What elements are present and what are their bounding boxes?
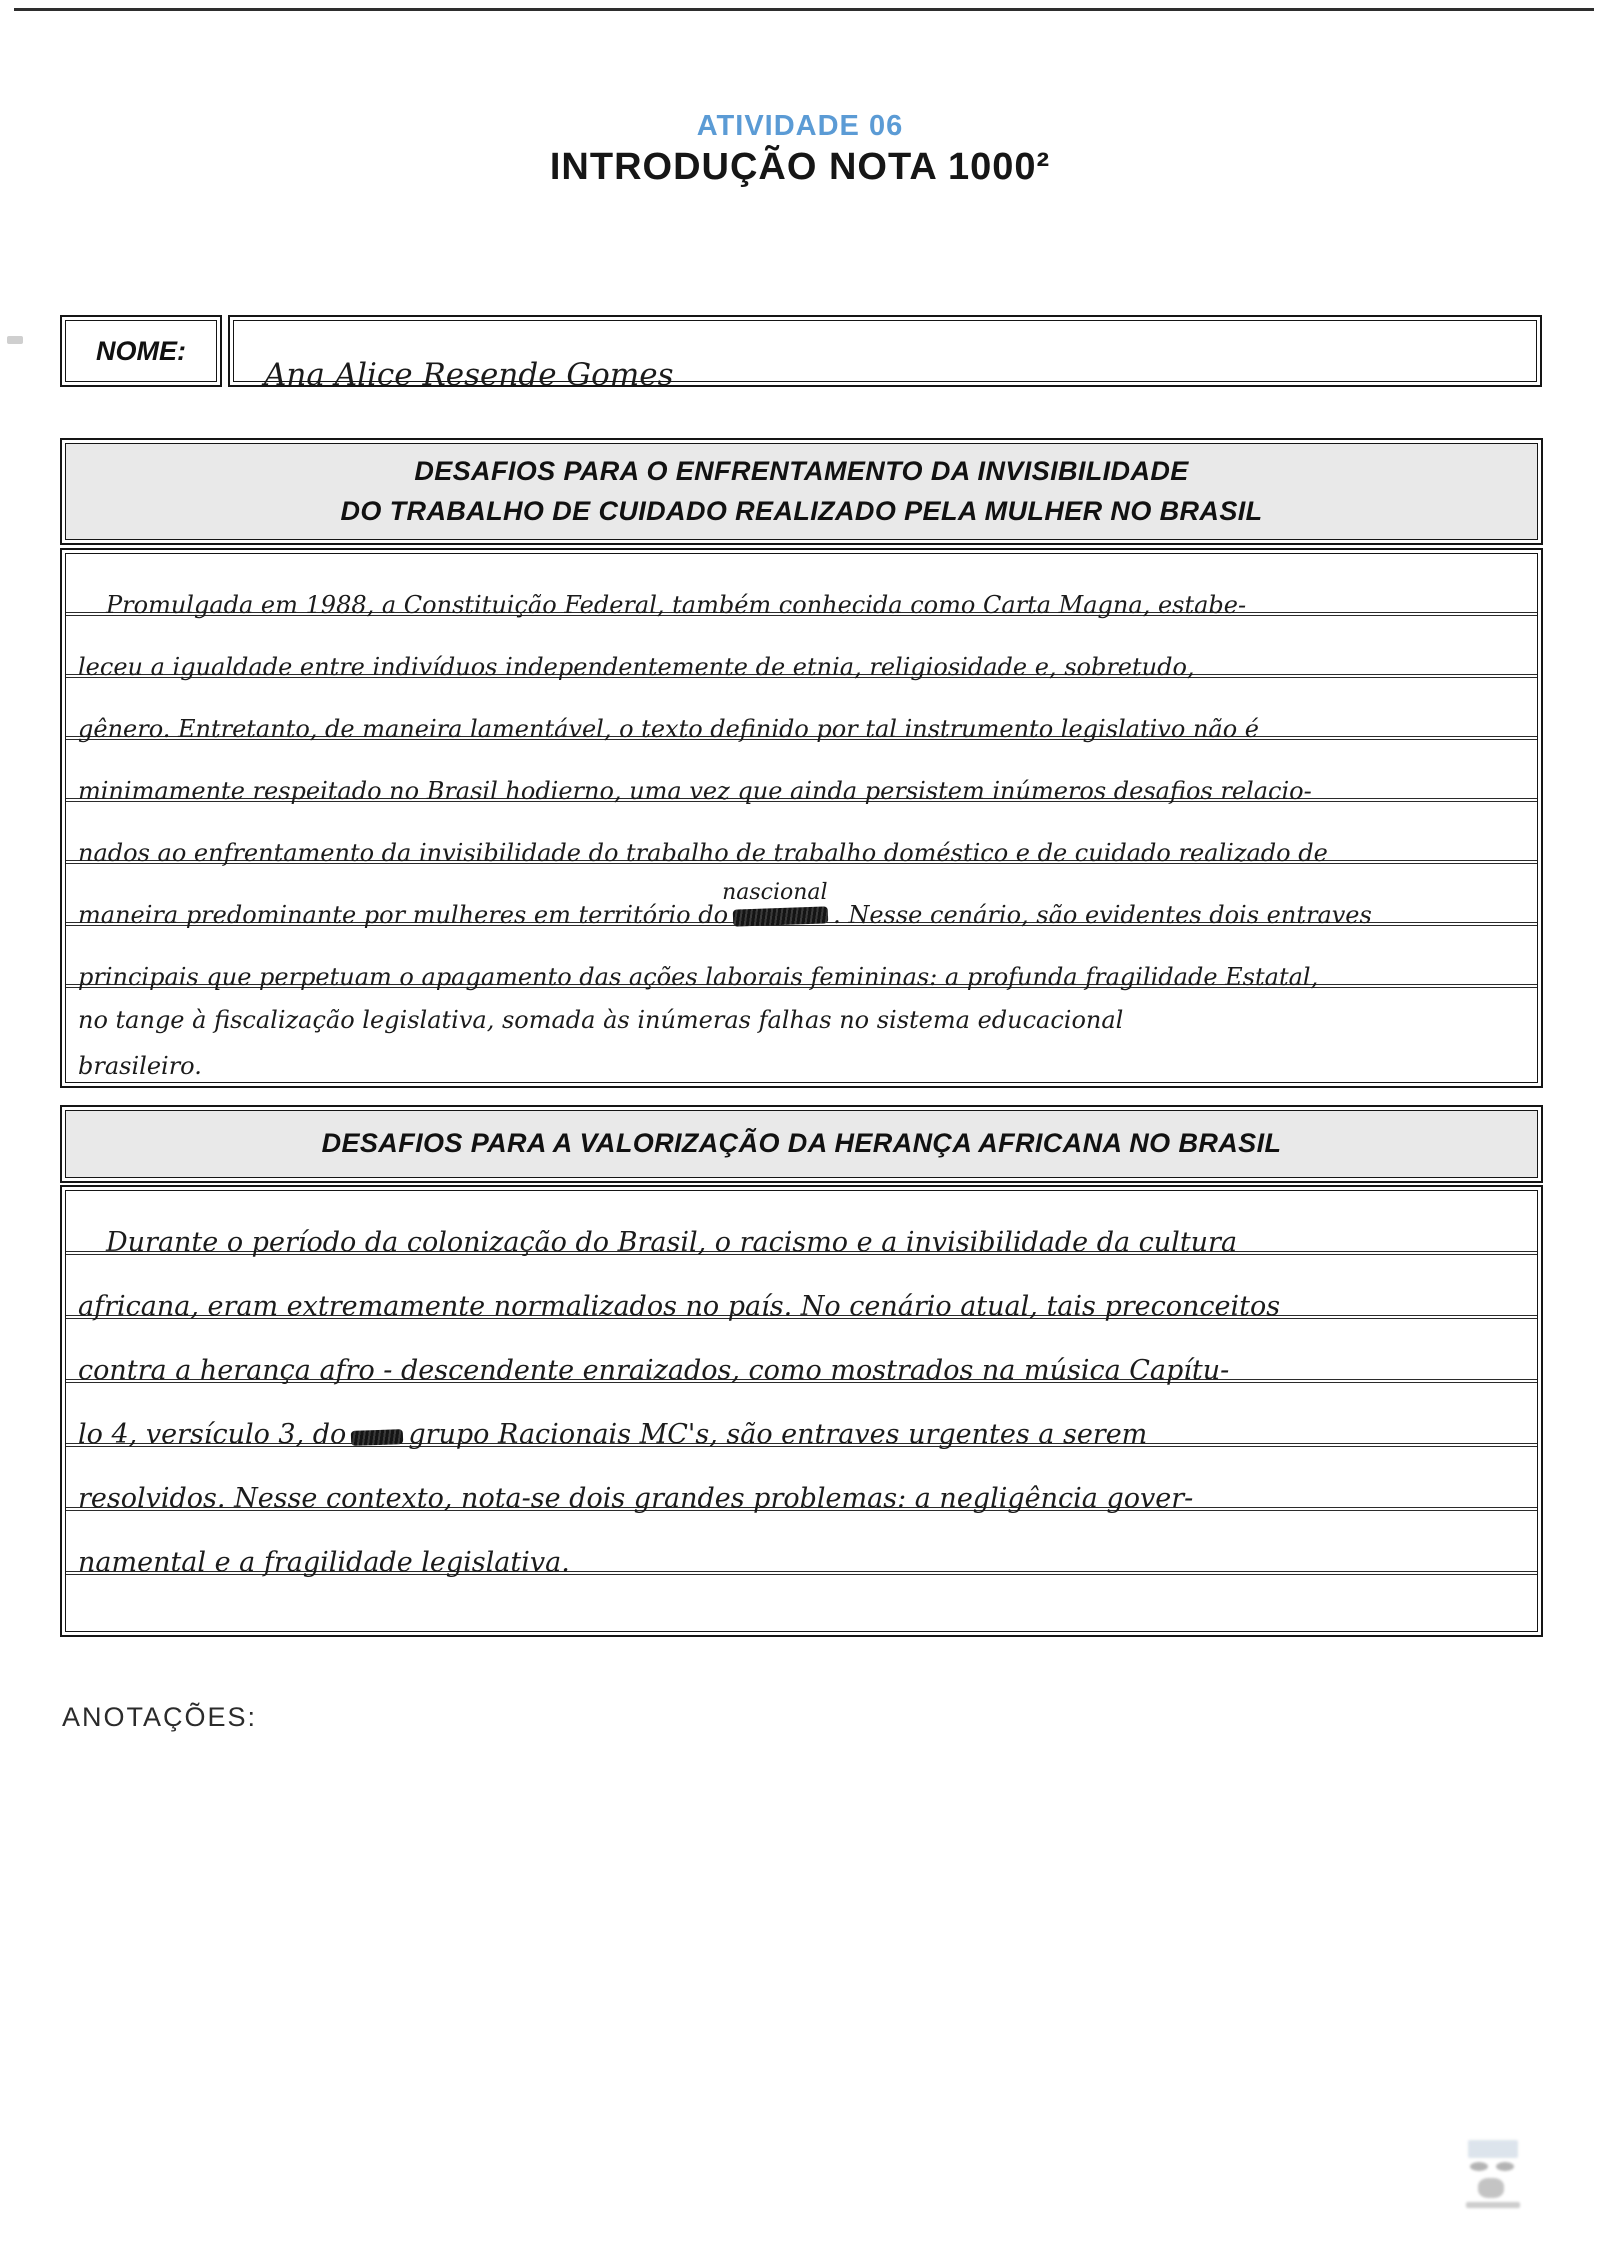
handwritten-text: . Nesse cenário, são evidentes dois entraves bbox=[833, 901, 1372, 929]
section1-header bbox=[60, 438, 1543, 545]
handwritten-text: resolvidos. Nesse contexto, nota-se dois grandes problemas: a negligência gover- bbox=[78, 1483, 1194, 1514]
scribbled-word bbox=[351, 1429, 403, 1446]
stamp-detail bbox=[1496, 2162, 1514, 2171]
name-handwritten-value: Ana Alice Resende Gomes bbox=[264, 357, 674, 393]
scan-artifact bbox=[7, 336, 23, 344]
section2-header bbox=[60, 1105, 1543, 1183]
handwritten-text: lo 4, versículo 3, do bbox=[78, 1419, 347, 1450]
stamp-detail bbox=[1478, 2178, 1504, 2198]
essay-line bbox=[66, 1511, 1537, 1578]
essay2-writing-area bbox=[60, 1185, 1543, 1637]
stamp-detail bbox=[1466, 2202, 1520, 2208]
handwritten-text: contra a herança afro - descendente enraizados, como mostrados na música Capítu- bbox=[78, 1355, 1230, 1386]
handwritten-text: nados ao enfrentamento da invisibilidade do trabalho de trabalho doméstico e de cuidado realizado de bbox=[78, 839, 1328, 867]
essay-line bbox=[66, 864, 1537, 929]
essay-line bbox=[66, 1191, 1537, 1258]
page-title: INTRODUÇÃO NOTA 1000² bbox=[549, 146, 1051, 188]
name-input-field[interactable] bbox=[228, 315, 1542, 393]
handwritten-text: brasileiro. bbox=[78, 1052, 202, 1080]
handwritten-text: Durante o período da colonização do Brasil, o racismo e a invisibilidade da cultura bbox=[106, 1227, 1238, 1258]
essay-line bbox=[66, 1038, 1537, 1084]
empty-ruled-line bbox=[66, 1575, 1537, 1639]
name-label-box bbox=[60, 315, 222, 387]
handwritten-text: namental e a fragilidade legislativa. bbox=[78, 1547, 570, 1578]
activity-label: ATIVIDADE 06 bbox=[696, 110, 904, 142]
faded-stamp-watermark bbox=[1466, 2140, 1520, 2212]
handwritten-text: africana, eram extremamente normalizados no país. No cenário atual, tais preconceitos bbox=[78, 1291, 1281, 1322]
inserted-word-above: nascional bbox=[722, 880, 828, 905]
handwritten-text: maneira predominante por mulheres em território do bbox=[78, 901, 729, 929]
annotations-label: ANOTAÇÕES: bbox=[62, 1702, 258, 1732]
essay-line bbox=[66, 926, 1537, 991]
handwritten-text: gênero. Entretanto, de maneira lamentável, o texto definido por tal instrumento legislativo não é bbox=[78, 715, 1259, 743]
essay-line bbox=[66, 678, 1537, 743]
essay-line bbox=[66, 1255, 1537, 1322]
stamp-detail bbox=[1470, 2162, 1488, 2171]
handwritten-text: Promulgada em 1988, a Constituição Federal, também conhecida como Carta Magna, estabe- bbox=[106, 591, 1247, 619]
scan-edge-line bbox=[14, 8, 1594, 11]
section1-heading-line2: DO TRABALHO DE CUIDADO REALIZADO PELA MULHER NO BRASIL bbox=[340, 495, 1263, 526]
handwritten-text bbox=[78, 880, 1533, 929]
stamp-detail bbox=[1468, 2140, 1518, 2158]
name-label: NOME: bbox=[96, 335, 186, 366]
section1-heading-line1: DESAFIOS PARA O ENFRENTAMENTO DA INVISIBILIDADE bbox=[414, 456, 1189, 487]
essay-line bbox=[66, 616, 1537, 681]
essay-line bbox=[66, 1447, 1537, 1514]
handwritten-text: leceu a igualdade entre indivíduos independentemente de etnia, religiosidade e, sobretudo, bbox=[78, 653, 1195, 681]
scribbled-word bbox=[733, 906, 829, 926]
handwritten-text: grupo Racionais MC's, são entraves urgentes a serem bbox=[408, 1419, 1148, 1450]
handwritten-text bbox=[78, 1419, 1533, 1450]
section2-heading-line1: DESAFIOS PARA A VALORIZAÇÃO DA HERANÇA AFRICANA NO BRASIL bbox=[321, 1128, 1282, 1159]
essay1-writing-area bbox=[60, 548, 1543, 1088]
essay-line bbox=[66, 988, 1537, 1038]
handwritten-text: minimamente respeitado no Brasil hodierno, uma vez que ainda persistem inúmeros desafios relacio- bbox=[78, 777, 1312, 805]
handwritten-text: principais que perpetuam o apagamento das ações laborais femininas: a profunda fragilidade Estatal, bbox=[78, 963, 1319, 991]
essay-line bbox=[66, 1383, 1537, 1450]
handwritten-text: no tange à fiscalização legislativa, somada às inúmeras falhas no sistema educacional bbox=[78, 1006, 1124, 1034]
essay-line bbox=[66, 740, 1537, 805]
essay-line bbox=[66, 1319, 1537, 1386]
essay-line bbox=[66, 802, 1537, 867]
essay-line bbox=[66, 554, 1537, 619]
